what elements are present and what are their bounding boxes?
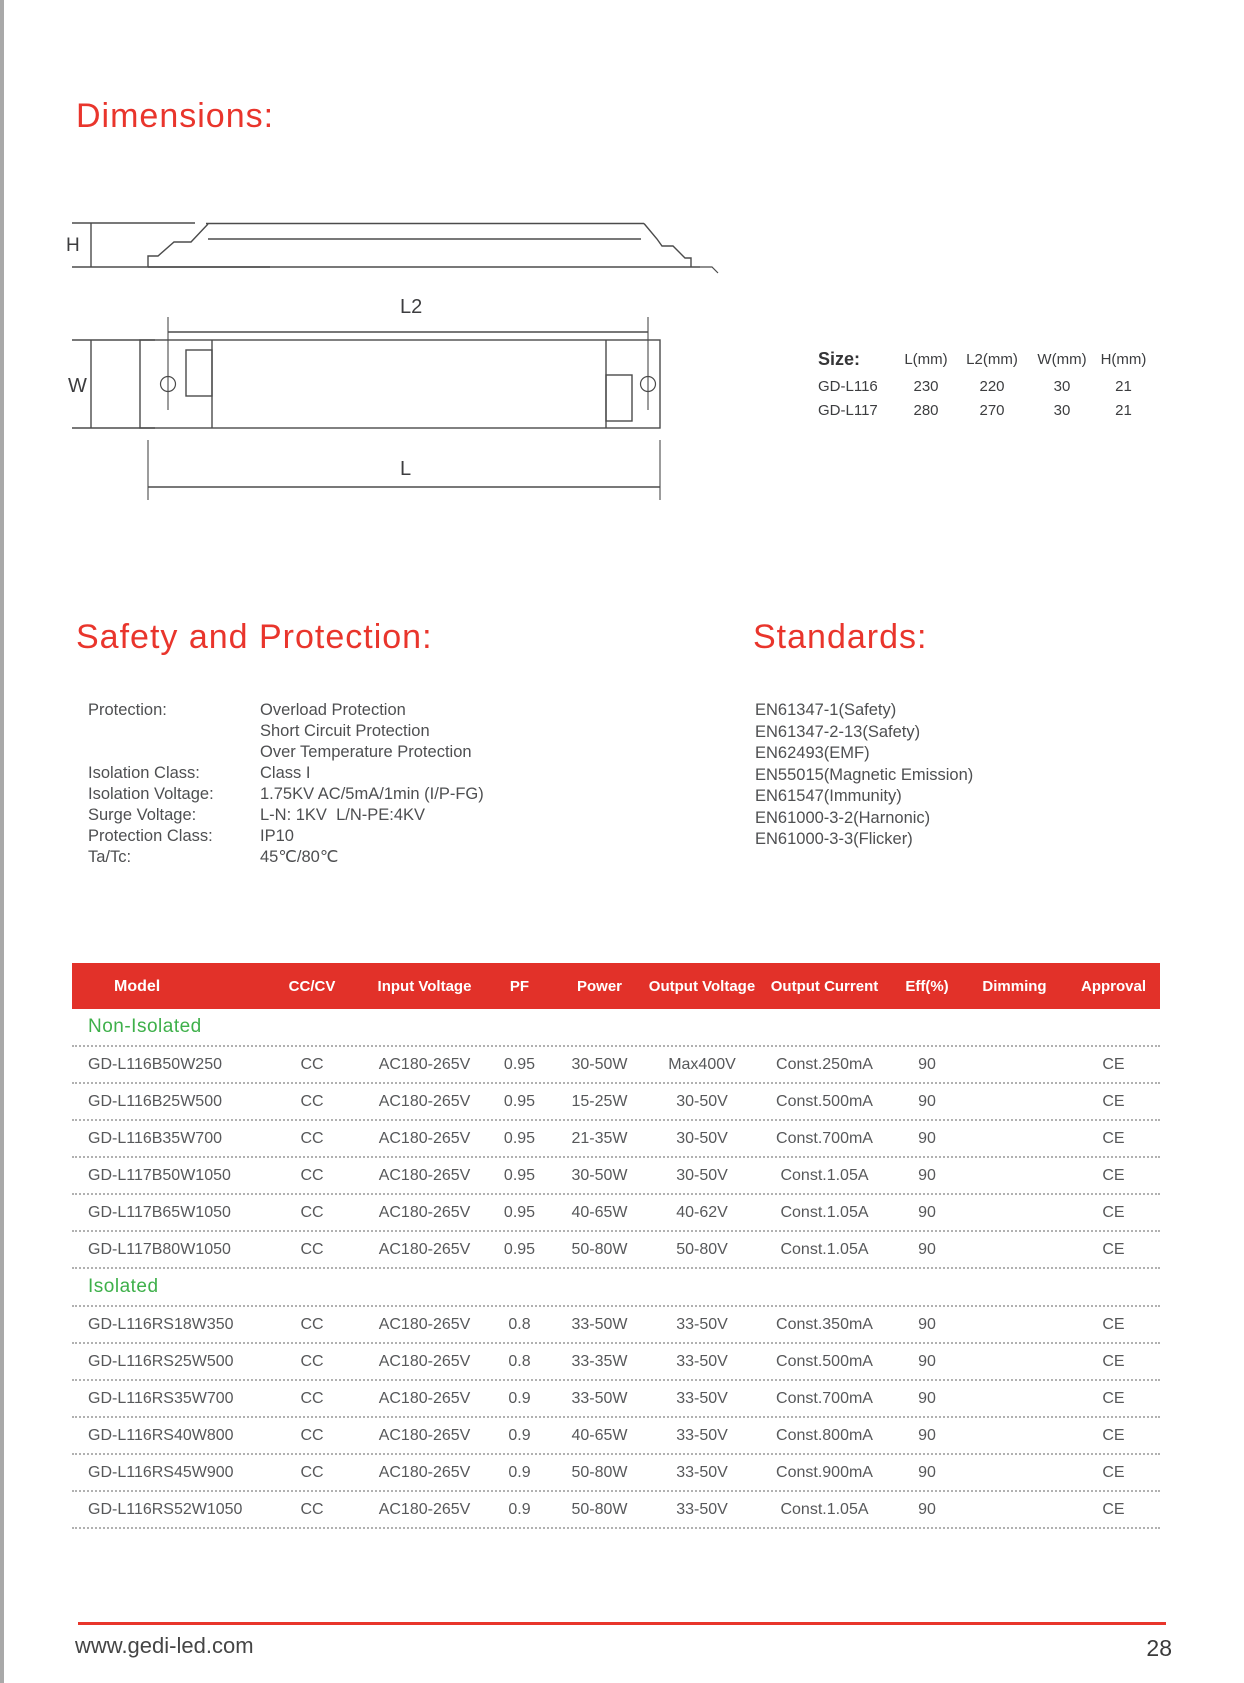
- cell-pf: 0.8: [508, 1352, 531, 1370]
- section-label-non-isolated: Non-Isolated: [72, 1009, 1160, 1047]
- safety-item: [88, 721, 484, 742]
- cell-model: GD-L116B25W500: [88, 1092, 222, 1110]
- cell-power: 30-50W: [571, 1166, 628, 1184]
- page-left-edge: [0, 0, 4, 1683]
- cell-model: GD-L116RS35W700: [88, 1389, 234, 1407]
- cell-input-voltage: AC180-265V: [378, 1500, 471, 1518]
- cell-pf: 0.95: [503, 1203, 536, 1221]
- safety-item-value: 45℃/80℃: [260, 848, 339, 866]
- cell-power: 40-65W: [571, 1426, 628, 1444]
- col-pf: PF: [509, 977, 530, 995]
- safety-item-value: IP10: [260, 827, 294, 845]
- cell-model: GD-L116B35W700: [88, 1129, 222, 1147]
- cell-cc-cv: CC: [300, 1389, 324, 1407]
- col-output-current: Output Current: [770, 977, 879, 995]
- cell-pf: 0.9: [508, 1426, 531, 1444]
- footer-website: www.gedi-led.com: [75, 1633, 254, 1658]
- standards-item: EN62493(EMF): [755, 744, 870, 762]
- spec-table-row: [72, 1195, 1160, 1232]
- cell-output-voltage: Max400V: [668, 1055, 736, 1073]
- cell-output-current: Const.1.05A: [780, 1166, 869, 1184]
- cell-eff: 90: [918, 1315, 936, 1333]
- col-approval: Approval: [1080, 977, 1146, 995]
- cell-pf: 0.95: [503, 1166, 536, 1184]
- standards-item: EN61000-3-2(Harnonic): [755, 808, 931, 827]
- cell-model: GD-L116RS18W350: [88, 1315, 234, 1333]
- cell-output-current: Const.900mA: [776, 1463, 873, 1481]
- cell-model: GD-L117B50W1050: [88, 1166, 231, 1184]
- cell-power: 50-80W: [571, 1240, 628, 1258]
- size-table: [815, 345, 1150, 422]
- safety-item: [88, 700, 484, 721]
- cell-cc-cv: CC: [300, 1055, 324, 1073]
- dim-label-h: H: [66, 235, 80, 256]
- spec-table-row: [72, 1492, 1160, 1529]
- cell-cc-cv: CC: [300, 1092, 324, 1110]
- cell-power: 33-50W: [571, 1389, 628, 1407]
- spec-table-row: [72, 1344, 1160, 1381]
- safety-item-value: Over Temperature Protection: [260, 743, 472, 761]
- safety-item: [88, 784, 484, 805]
- cell-pf: 0.95: [503, 1129, 536, 1147]
- cell-approval: CE: [1102, 1166, 1125, 1184]
- cell-output-current: Const.1.05A: [780, 1500, 869, 1518]
- safety-item: [88, 847, 484, 868]
- cell-cc-cv: CC: [300, 1463, 324, 1481]
- cell-approval: CE: [1102, 1203, 1125, 1221]
- safety-item-label: Surge Voltage:: [88, 806, 197, 824]
- cell-output-current: Const.250mA: [776, 1055, 873, 1073]
- cell-approval: CE: [1102, 1129, 1125, 1147]
- spec-rows-isolated: [72, 1307, 1160, 1529]
- cell-power: 21-35W: [571, 1129, 628, 1147]
- safety-item-value: 1.75KV AC/5mA/1min (I/P-FG): [260, 785, 484, 803]
- cell-output-voltage: 33-50V: [676, 1389, 728, 1407]
- cell-output-voltage: 50-80V: [676, 1240, 728, 1258]
- size-table-header: [815, 345, 1150, 374]
- cell-output-current: Const.1.05A: [780, 1240, 869, 1258]
- cell-approval: CE: [1102, 1240, 1125, 1258]
- cell-cc-cv: CC: [300, 1426, 324, 1444]
- cell-power: 15-25W: [571, 1092, 628, 1110]
- size-w: 30: [1053, 401, 1071, 419]
- col-input-voltage: Input Voltage: [377, 977, 472, 995]
- cell-eff: 90: [918, 1092, 936, 1110]
- cell-model: GD-L116RS45W900: [88, 1463, 234, 1481]
- size-model: GD-L117: [818, 401, 878, 419]
- cell-eff: 90: [918, 1240, 936, 1258]
- safety-item: [88, 763, 484, 784]
- cell-pf: 0.9: [508, 1500, 531, 1518]
- size-col-w: W(mm): [1037, 351, 1087, 368]
- safety-item-value: Short Circuit Protection: [260, 722, 430, 740]
- cell-eff: 90: [918, 1129, 936, 1147]
- spec-table-row: [72, 1418, 1160, 1455]
- cell-input-voltage: AC180-265V: [378, 1389, 471, 1407]
- cell-approval: CE: [1102, 1389, 1125, 1407]
- size-model: GD-L116: [818, 377, 878, 395]
- spec-table-row: [72, 1047, 1160, 1084]
- standards-item: EN61347-1(Safety): [755, 701, 897, 719]
- cell-cc-cv: CC: [300, 1166, 324, 1184]
- cell-cc-cv: CC: [300, 1315, 324, 1333]
- safety-list: [88, 700, 484, 868]
- col-dimming: Dimming: [982, 977, 1047, 995]
- col-power: Power: [576, 977, 622, 995]
- cell-input-voltage: AC180-265V: [378, 1352, 471, 1370]
- cell-eff: 90: [918, 1055, 936, 1073]
- dimension-drawing: [60, 185, 740, 520]
- cell-eff: 90: [918, 1500, 936, 1518]
- cell-output-voltage: 40-62V: [676, 1203, 728, 1221]
- spec-table-row: [72, 1307, 1160, 1344]
- cell-output-current: Const.700mA: [776, 1389, 873, 1407]
- cell-input-voltage: AC180-265V: [378, 1240, 471, 1258]
- cell-input-voltage: AC180-265V: [378, 1463, 471, 1481]
- standards-item: EN55015(Magnetic Emission): [755, 765, 974, 784]
- cell-input-voltage: AC180-265V: [378, 1055, 471, 1073]
- cell-output-voltage: 33-50V: [676, 1463, 728, 1481]
- size-table-body: [815, 374, 1150, 422]
- cell-output-voltage: 33-50V: [676, 1315, 728, 1333]
- size-col-l: L(mm): [904, 351, 948, 368]
- dim-label-l2: L2: [400, 296, 423, 318]
- cell-input-voltage: AC180-265V: [378, 1426, 471, 1444]
- cell-power: 30-50W: [571, 1055, 628, 1073]
- cell-cc-cv: CC: [300, 1203, 324, 1221]
- dim-label-l: L: [400, 458, 412, 480]
- cell-approval: CE: [1102, 1055, 1125, 1073]
- cell-pf: 0.95: [503, 1240, 536, 1258]
- cell-cc-cv: CC: [300, 1129, 324, 1147]
- spec-table-row: [72, 1455, 1160, 1492]
- size-col-l2: L2(mm): [966, 351, 1018, 368]
- side-view-drawing: [72, 223, 718, 273]
- cell-pf: 0.95: [503, 1055, 536, 1073]
- cell-approval: CE: [1102, 1463, 1125, 1481]
- cell-eff: 90: [918, 1426, 936, 1444]
- cell-input-voltage: AC180-265V: [378, 1129, 471, 1147]
- col-cc-cv: CC/CV: [288, 977, 336, 995]
- cell-power: 33-50W: [571, 1315, 628, 1333]
- size-l2: 270: [979, 401, 1005, 419]
- spec-table-header: [72, 963, 1160, 1009]
- cell-pf: 0.95: [503, 1092, 536, 1110]
- cell-input-voltage: AC180-265V: [378, 1203, 471, 1221]
- cell-cc-cv: CC: [300, 1352, 324, 1370]
- cell-approval: CE: [1102, 1092, 1125, 1110]
- spec-table-row: [72, 1084, 1160, 1121]
- cell-eff: 90: [918, 1389, 936, 1407]
- safety-item: [88, 805, 484, 826]
- cell-model: GD-L116RS25W500: [88, 1352, 234, 1370]
- safety-item-label: Isolation Class:: [88, 764, 200, 782]
- col-model: Model: [114, 977, 161, 995]
- cell-output-current: Const.1.05A: [780, 1203, 869, 1221]
- size-table-title: Size:: [818, 349, 861, 369]
- cell-output-voltage: 33-50V: [676, 1352, 728, 1370]
- cell-output-current: Const.500mA: [776, 1352, 873, 1370]
- safety-title: Safety and Protection:: [76, 618, 433, 656]
- cell-output-current: Const.500mA: [776, 1092, 873, 1110]
- cell-eff: 90: [918, 1352, 936, 1370]
- standards-title: Standards:: [753, 618, 928, 656]
- safety-item-label: Isolation Voltage:: [88, 785, 214, 803]
- cell-output-voltage: 33-50V: [676, 1500, 728, 1518]
- cell-approval: CE: [1102, 1315, 1125, 1333]
- size-h: 21: [1115, 377, 1132, 395]
- cell-eff: 90: [918, 1203, 936, 1221]
- safety-item: [88, 826, 484, 847]
- cell-pf: 0.8: [508, 1315, 531, 1333]
- section-label-isolated: Isolated: [72, 1269, 1160, 1307]
- safety-item-label: [88, 742, 260, 763]
- cell-output-voltage: 30-50V: [676, 1129, 728, 1147]
- dimensions-title: Dimensions:: [76, 97, 275, 135]
- safety-item-value: Class I: [260, 764, 311, 782]
- footer-divider: [78, 1622, 1166, 1625]
- cell-input-voltage: AC180-265V: [378, 1315, 471, 1333]
- cell-power: 40-65W: [571, 1203, 628, 1221]
- standards-item: EN61347-2-13(Safety): [755, 722, 921, 741]
- safety-item: [88, 742, 484, 763]
- cell-power: 50-80W: [571, 1463, 628, 1481]
- cell-eff: 90: [918, 1463, 936, 1481]
- cell-model: GD-L116RS40W800: [88, 1426, 234, 1444]
- cell-input-voltage: AC180-265V: [378, 1092, 471, 1110]
- cell-output-current: Const.350mA: [776, 1315, 873, 1333]
- standards-item: EN61000-3-3(Flicker): [755, 830, 913, 848]
- size-l: 230: [913, 377, 939, 395]
- cell-pf: 0.9: [508, 1389, 531, 1407]
- safety-item-label: Protection Class:: [88, 827, 213, 845]
- spec-table-row: [72, 1121, 1160, 1158]
- standards-item: EN61547(Immunity): [755, 787, 902, 805]
- safety-item-value: L-N: 1KV L/N-PE:4KV: [260, 806, 426, 824]
- spec-table-row: [72, 1232, 1160, 1269]
- footer-page-number: 28: [1146, 1635, 1172, 1661]
- size-table-row: [815, 374, 1150, 398]
- cell-power: 33-35W: [571, 1352, 628, 1370]
- safety-item-label: Protection:: [88, 701, 167, 719]
- cell-approval: CE: [1102, 1352, 1125, 1370]
- size-l: 280: [913, 401, 939, 419]
- col-output-voltage: Output Voltage: [648, 977, 756, 995]
- size-table-row: [815, 398, 1150, 422]
- spec-table-row: [72, 1381, 1160, 1418]
- cell-model: GD-L116B50W250: [88, 1055, 222, 1073]
- cell-output-current: Const.800mA: [776, 1426, 873, 1444]
- cell-model: GD-L116RS52W1050: [88, 1500, 243, 1518]
- safety-item-label: [88, 721, 260, 742]
- size-w: 30: [1053, 377, 1071, 395]
- cell-approval: CE: [1102, 1426, 1125, 1444]
- cell-approval: CE: [1102, 1500, 1125, 1518]
- col-eff: Eff(%): [905, 977, 949, 995]
- cell-output-current: Const.700mA: [776, 1129, 873, 1147]
- cell-cc-cv: CC: [300, 1500, 324, 1518]
- cell-input-voltage: AC180-265V: [378, 1166, 471, 1184]
- top-view-drawing: [72, 317, 660, 500]
- cell-output-voltage: 33-50V: [676, 1426, 728, 1444]
- size-h: 21: [1115, 401, 1132, 419]
- cell-model: GD-L117B65W1050: [88, 1203, 231, 1221]
- spec-table: [72, 963, 1160, 1529]
- cell-pf: 0.9: [508, 1463, 531, 1481]
- size-l2: 220: [979, 377, 1005, 395]
- cell-output-voltage: 30-50V: [676, 1092, 728, 1110]
- spec-rows-non-isolated: [72, 1047, 1160, 1269]
- standards-list: [755, 700, 973, 851]
- cell-eff: 90: [918, 1166, 936, 1184]
- cell-output-voltage: 30-50V: [676, 1166, 728, 1184]
- size-col-h: H(mm): [1100, 351, 1147, 368]
- safety-item-label: Ta/Tc:: [88, 848, 132, 866]
- safety-item-value: Overload Protection: [260, 701, 406, 719]
- cell-power: 50-80W: [571, 1500, 628, 1518]
- cell-cc-cv: CC: [300, 1240, 324, 1258]
- spec-table-row: [72, 1158, 1160, 1195]
- cell-model: GD-L117B80W1050: [88, 1240, 231, 1258]
- dim-label-w: W: [68, 375, 87, 397]
